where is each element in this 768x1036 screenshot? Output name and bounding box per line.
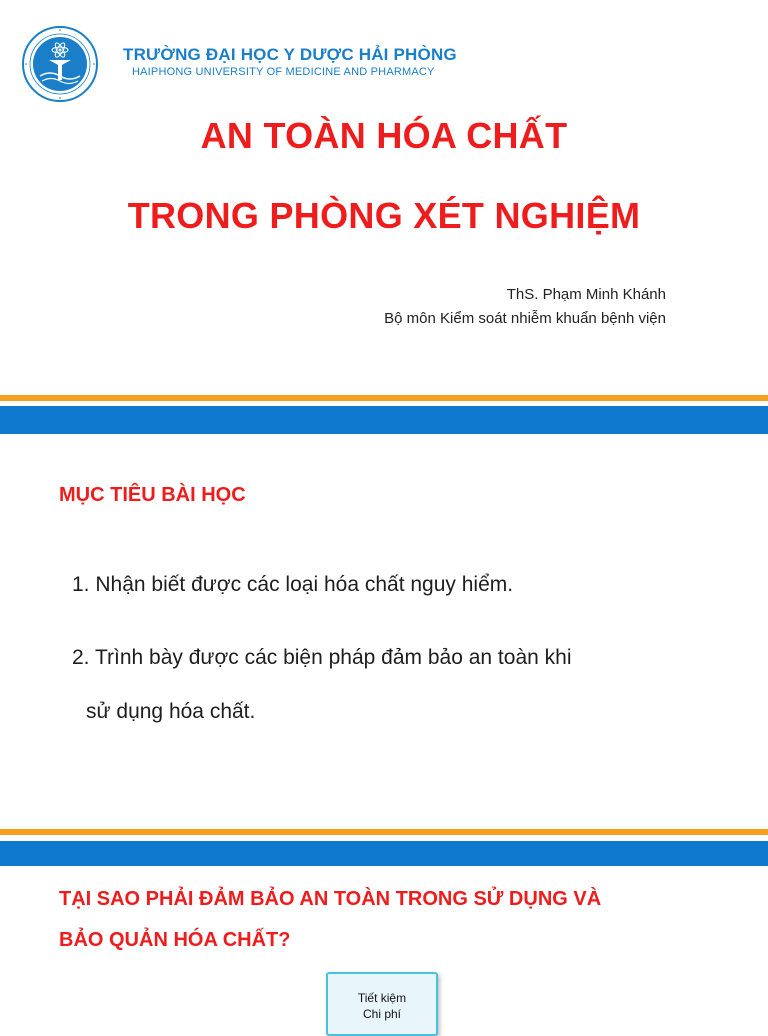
author-name: ThS. Phạm Minh Khánh: [506, 286, 666, 303]
objective-item-2-continued: sử dụng hóa chất.: [86, 700, 256, 723]
title-line-1: AN TOÀN HÓA CHẤT: [200, 115, 568, 156]
divider-blue-stripe: [0, 406, 768, 434]
question-heading-line-1: TẠI SAO PHẢI ĐẢM BẢO AN TOÀN TRONG SỬ DỤNG VÀ: [59, 888, 602, 910]
divider-blue-stripe-2: [0, 841, 768, 866]
question-heading-line-2: BẢO QUẢN HÓA CHẤT?: [59, 929, 291, 951]
objective-item-1: 1. Nhận biết được các loại hóa chất nguy hiểm.: [72, 573, 514, 596]
card-text-line-1: Tiết kiệm: [357, 991, 407, 1005]
objectives-heading: MỤC TIÊU BÀI HỌC: [59, 484, 246, 506]
university-name-vietnamese: TRƯỜNG ĐẠI HỌC Y DƯỢC HẢI PHÒNG: [123, 45, 457, 64]
title-line-2: TRONG PHÒNG XÉT NGHIỆM: [127, 195, 641, 236]
university-name-english: HAIPHONG UNIVERSITY OF MEDICINE AND PHARMACY: [132, 66, 435, 78]
author-department: Bộ môn Kiểm soát nhiễm khuẩn bệnh viện: [384, 310, 666, 327]
objective-item-2: 2. Trình bày được các biện pháp đảm bảo an toàn khi: [72, 646, 572, 669]
card-text-line-2: Chi phí: [362, 1007, 402, 1021]
divider-orange-stripe: [0, 395, 768, 401]
university-logo-icon: [22, 26, 98, 102]
divider-orange-stripe-2: [0, 829, 768, 835]
cost-saving-card: [326, 972, 438, 1036]
